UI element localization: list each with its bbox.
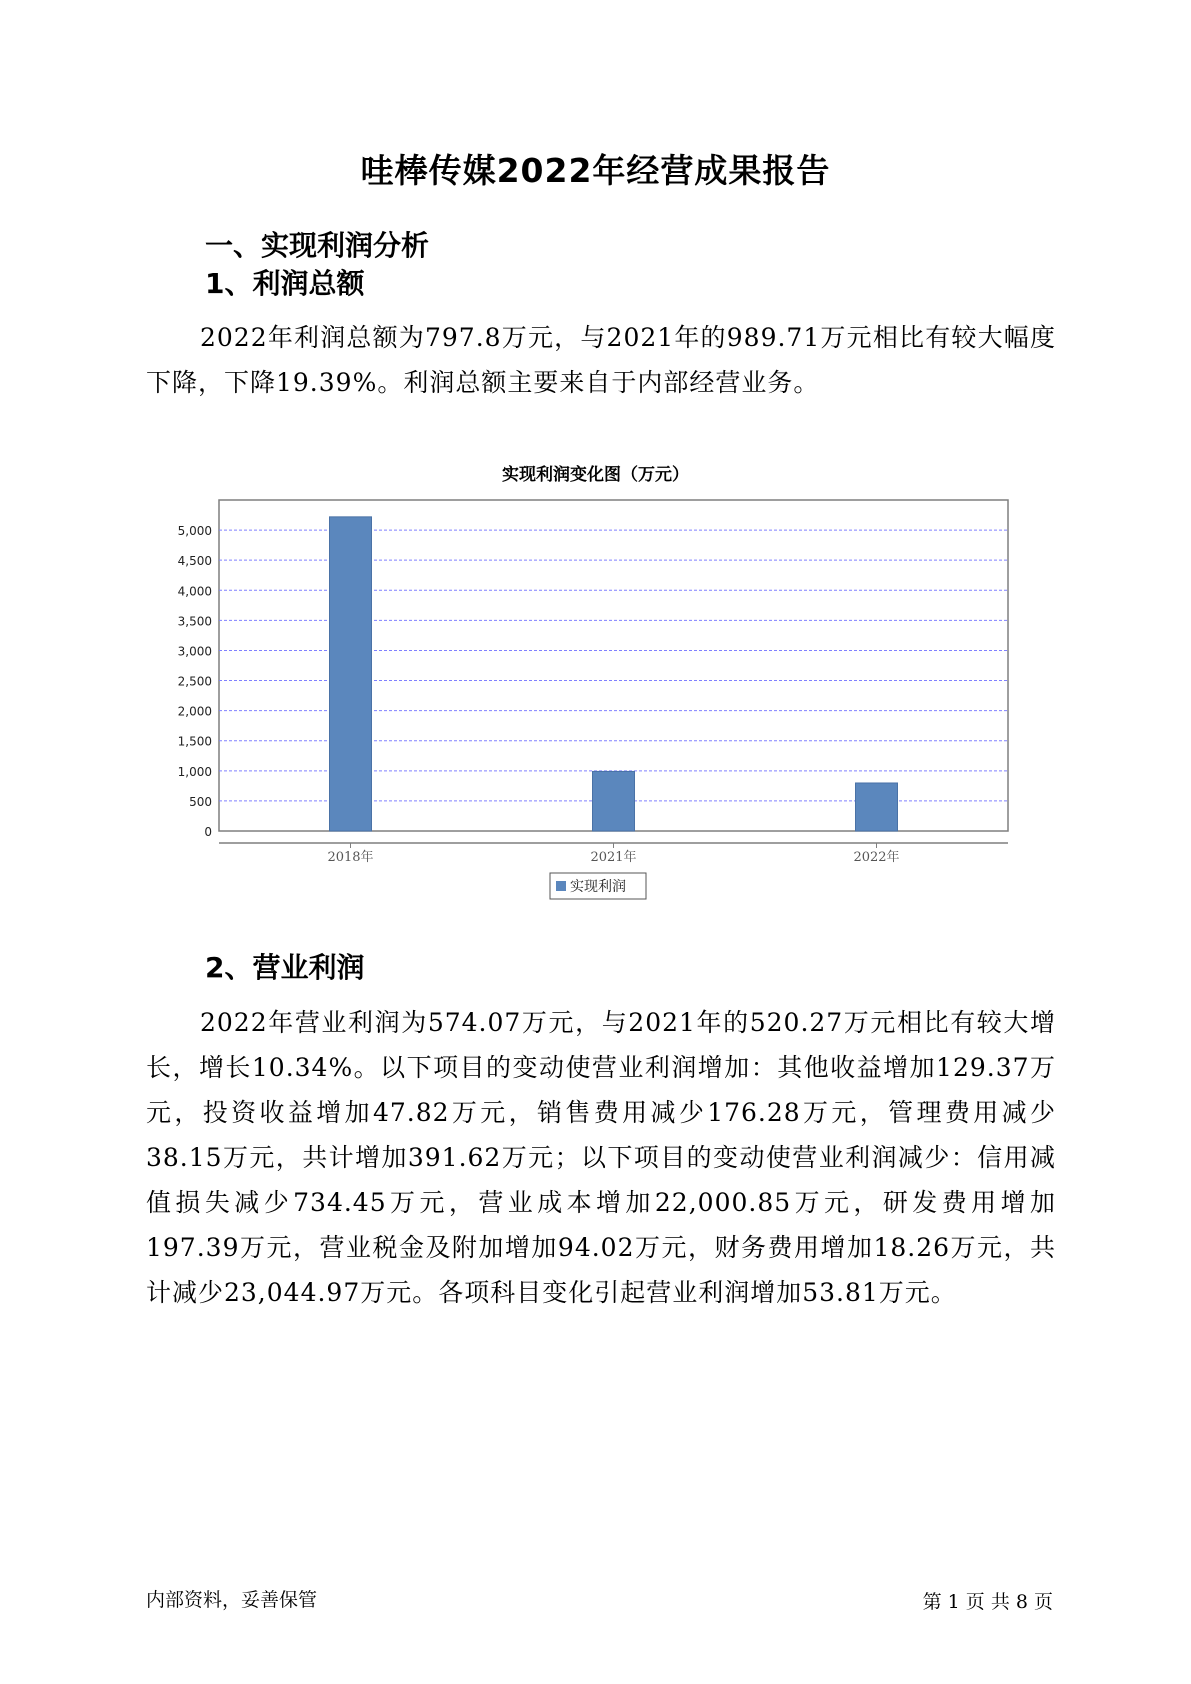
x-tick-label: 2018年 bbox=[327, 850, 374, 865]
footer-confidential-note: 内部资料，妥善保管 bbox=[146, 1589, 318, 1611]
document-title: 哇棒传媒2022年经营成果报告 bbox=[360, 151, 831, 190]
y-tick-label: 500 bbox=[189, 794, 212, 809]
y-tick-label: 1,500 bbox=[177, 734, 212, 749]
x-tick-label: 2022年 bbox=[853, 850, 900, 865]
paragraph-total-profit: 2022年利润总额为797.8万元，与2021年的989.71万元相比有较大幅度下降，下降19.39%。利润总额主要来自于内部经营业务。 bbox=[146, 323, 1056, 397]
y-tick-label: 4,000 bbox=[177, 584, 212, 599]
legend-label: 实现利润 bbox=[570, 879, 626, 895]
subsection-heading-operating-profit: 2、营业利润 bbox=[205, 951, 365, 984]
y-tick-label: 3,500 bbox=[177, 614, 212, 629]
y-tick-label: 2,000 bbox=[177, 704, 212, 719]
subsection-heading-total-profit: 1、利润总额 bbox=[205, 267, 365, 300]
bar-2021年 bbox=[593, 771, 635, 831]
y-tick-label: 3,000 bbox=[177, 644, 212, 659]
legend-swatch bbox=[556, 881, 566, 891]
chart-title: 实现利润变化图（万元） bbox=[502, 465, 689, 485]
paragraph-operating-profit: 2022年营业利润为574.07万元，与2021年的520.27万元相比有较大增长，增长10.34%。以下项目的变动使营业利润增加：其他收益增加129.37万元，投资收益增加47.82万元，销售费用减少176.28万元，管理费用减少38.15万元，共计增加391.62万元；以下项目的变动使营业利润减少：信用减值损失减少734.45万元，营业成本增加22,000.85万元，研发费用增加197.39万元，营业税金及附加增加94.02万元，财务费用增加18.26万元，共计减少23,044.97万元。各项科目变化引起营业利润增加53.81万元。 bbox=[146, 1008, 1056, 1307]
y-tick-label: 5,000 bbox=[177, 524, 212, 539]
section-heading: 一、实现利润分析 bbox=[205, 229, 430, 262]
y-tick-label: 1,000 bbox=[177, 764, 212, 779]
y-tick-label: 4,500 bbox=[177, 554, 212, 569]
x-tick-label: 2021年 bbox=[590, 850, 637, 865]
y-tick-label: 0 bbox=[204, 825, 212, 839]
bar-2022年 bbox=[856, 783, 898, 831]
footer-page-number: 第 1 页 共 8 页 bbox=[922, 1591, 1053, 1613]
bar-2018年 bbox=[330, 517, 372, 831]
y-tick-label: 2,500 bbox=[177, 674, 212, 689]
